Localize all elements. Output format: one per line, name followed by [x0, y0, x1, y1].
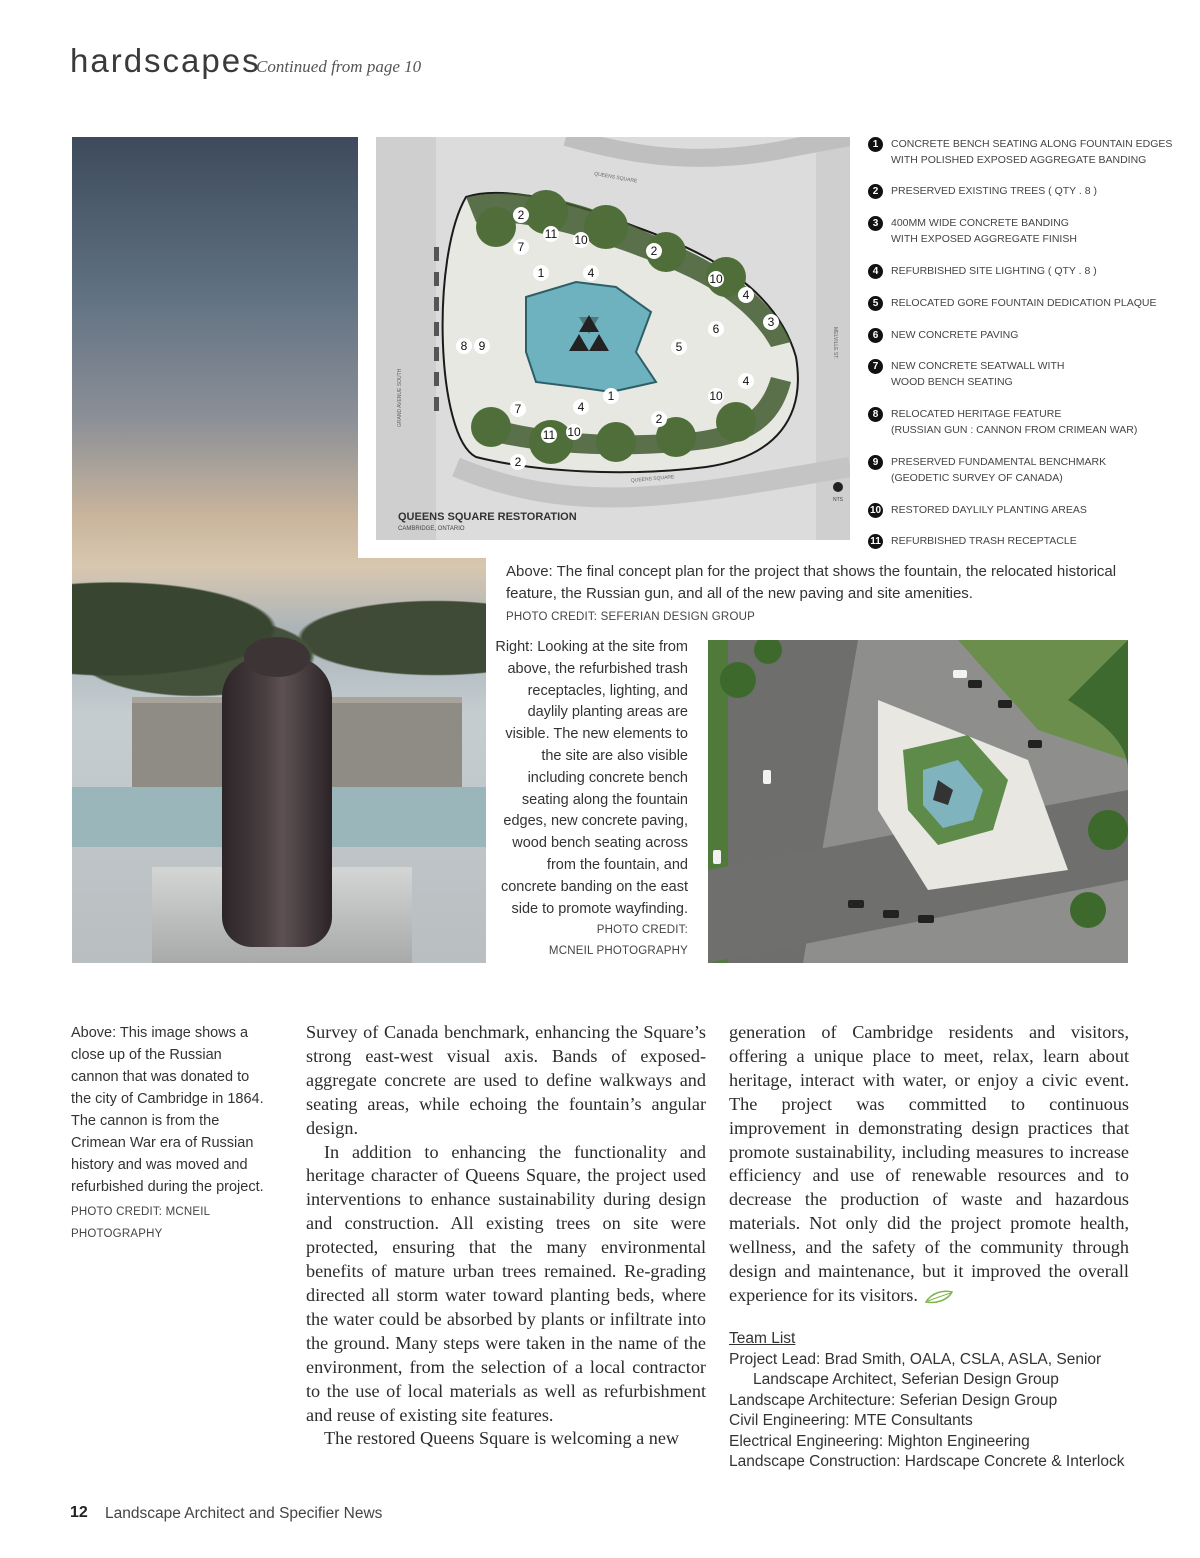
photo-cannon-muzzle	[244, 637, 310, 677]
cannon-caption	[71, 1022, 271, 1245]
svg-text:6: 6	[712, 322, 720, 336]
svg-text:10: 10	[709, 389, 723, 403]
section-title: hardscapes	[70, 42, 261, 79]
legend-item	[868, 406, 1137, 438]
svg-text:1: 1	[537, 266, 545, 280]
svg-text:7: 7	[517, 240, 525, 254]
legend-item	[868, 263, 1097, 279]
svg-text:4: 4	[577, 400, 585, 414]
continued-note: Continued from page 10	[256, 57, 422, 76]
legend-number: 9	[868, 455, 883, 470]
article-column-middle	[306, 1021, 706, 1451]
aerial-photo	[708, 640, 1128, 963]
svg-text:11: 11	[542, 428, 556, 442]
aerial-photo-credit-name: MCNEIL PHOTOGRAPHY	[548, 945, 688, 958]
plan-title: QUEENS SQUARE RESTORATION	[398, 511, 577, 523]
team-list-heading: Team List	[729, 1330, 796, 1347]
svg-text:4: 4	[742, 374, 750, 388]
svg-text:2: 2	[650, 244, 658, 258]
legend-number: 7	[868, 359, 883, 374]
plan-caption	[506, 561, 1146, 628]
legend-number: 10	[869, 505, 882, 516]
plan-caption-text: Above: The final concept plan for the project that shows the fountain, the relocated historical feature, the Russian gun, and all of the new paving and site amenities.	[506, 563, 1117, 602]
legend-text: PRESERVED FUNDAMENTAL BENCHMARK (GEODETIC SURVEY OF CANADA)	[891, 456, 1107, 484]
article-column-right	[729, 1021, 1129, 1308]
legend-item	[868, 454, 1106, 486]
legend-number: 6	[868, 328, 883, 343]
legend-number: 4	[868, 264, 883, 279]
legend-number: 5	[868, 296, 883, 311]
aerial-photo-credit-label: PHOTO CREDIT:	[596, 924, 688, 937]
article-paragraph	[729, 1021, 1129, 1308]
plan-subtitle: CAMBRIDGE, ONTARIO	[398, 526, 465, 532]
team-list-line: Landscape Architect, Seferian Design Group	[753, 1371, 1059, 1388]
site-plan-drawing	[376, 137, 850, 540]
team-list-line: Landscape Construction: Hardscape Concrete & Interlock	[729, 1453, 1125, 1470]
svg-text:3: 3	[767, 315, 775, 329]
svg-text:1: 1	[607, 389, 615, 403]
aerial-photo-svg	[708, 640, 1128, 963]
svg-text:2: 2	[517, 208, 525, 222]
cannon-photo-credit: PHOTO CREDIT: MCNEIL PHOTOGRAPHY	[71, 1206, 210, 1240]
street-label: QUEENS SQUARE	[593, 171, 638, 185]
leaf-end-mark-icon	[924, 1290, 954, 1304]
team-list-line: Electrical Engineering: Mighton Engineering	[729, 1432, 1030, 1450]
legend-text: 400MM WIDE CONCRETE BANDING WITH EXPOSED AGGREGATE FINISH	[891, 217, 1077, 245]
north-arrow-icon	[833, 482, 843, 492]
svg-text:10: 10	[567, 425, 581, 439]
svg-text:11: 11	[544, 227, 558, 241]
legend-item	[868, 136, 1172, 168]
legend-number: 3	[868, 216, 883, 231]
legend-number: 1	[868, 137, 883, 152]
legend-item	[868, 183, 1097, 199]
legend-item	[868, 502, 1087, 518]
svg-text:2: 2	[655, 412, 663, 426]
article-paragraph: Survey of Canada benchmark, enhancing the Square’s strong east-west visual axis. Bands of exposed-aggregate concrete are used to define walkways and seating areas, while echoing the fountain’s angular design.	[306, 1022, 706, 1138]
article-paragraph-text: generation of Cambridge residents and visitors, offering a unique place to meet, relax, learn about heritage, interact with water, or enjoy a civic event. The project was committed to continuous improvement in demonstrating design practices that promote sustainability, including measures to increase efficiency and use of renewable resources and to decrease the production of waste and hazardous materials. Not only did the project promote health, wellness, and the safety of the community through design and maintenance, but it improved the overall experience for its visitors.	[729, 1022, 1129, 1305]
legend-item	[868, 358, 1064, 390]
legend-text: REFURBISHED TRASH RECEPTACLE	[891, 535, 1077, 547]
legend-number: 8	[868, 407, 883, 422]
legend-text: RELOCATED GORE FOUNTAIN DEDICATION PLAQUE	[891, 297, 1157, 309]
photo-cannon-barrel	[222, 657, 332, 947]
page-number: 12	[70, 1504, 88, 1521]
svg-text:4: 4	[587, 266, 595, 280]
street-label: MELVILLE ST.	[832, 327, 838, 360]
legend-text: PRESERVED EXISTING TREES ( QTY . 8 )	[891, 185, 1097, 197]
site-plan	[358, 137, 850, 558]
legend-item	[868, 295, 1156, 311]
team-list-line: Landscape Architecture: Seferian Design Group	[729, 1391, 1058, 1409]
legend-text: RESTORED DAYLILY PLANTING AREAS	[891, 504, 1087, 516]
legend-item	[868, 327, 1018, 343]
svg-text:4: 4	[742, 288, 750, 302]
cannon-caption-text: Above: This image shows a close up of the Russian cannon that was donated to the city of Cambridge in 1864. The cannon is from the Crimean War era of Russian history and was moved and refurbished during the project.	[71, 1025, 264, 1195]
publication-name: Landscape Architect and Specifier News	[105, 1505, 383, 1522]
legend-number: 11	[868, 534, 883, 549]
article-paragraph: In addition to enhancing the functionality and heritage character of Queens Square, the project used interventions to enhance sustainability during design and construction. All existing trees on site were protected, ensuring that the many environmental benefits of mature urban trees remained. Re-grading directed all storm water toward planting beds, where the water could be absorbed by plants or infiltrate into the ground. Many steps were taken in the name of the environment, from the selection of a local contractor to the use of local materials as well as refurbishment and reuse of existing site features.	[306, 1141, 706, 1425]
team-list	[729, 1329, 1149, 1473]
svg-text:9: 9	[478, 339, 486, 353]
legend-item	[868, 533, 1077, 549]
svg-text:8: 8	[460, 339, 468, 353]
team-list-line: Project Lead: Brad Smith, OALA, CSLA, ASLA, Senior	[729, 1350, 1102, 1368]
legend-text: NEW CONCRETE PAVING	[891, 329, 1019, 341]
scale-label: NTS	[833, 497, 843, 503]
svg-text:2: 2	[514, 455, 522, 469]
legend-text: RELOCATED HERITAGE FEATURE (RUSSIAN GUN : CANNON FROM CRIMEAN WAR)	[891, 408, 1138, 436]
aerial-caption	[490, 637, 688, 962]
legend-number: 2	[868, 184, 883, 199]
legend-text: NEW CONCRETE SEATWALL WITH WOOD BENCH SEATING	[891, 360, 1065, 388]
street-label: QUEENS SQUARE	[630, 474, 675, 484]
legend-text: REFURBISHED SITE LIGHTING ( QTY . 8 )	[891, 265, 1097, 277]
svg-text:10: 10	[709, 272, 723, 286]
svg-text:10: 10	[574, 233, 588, 247]
site-plan-svg	[376, 137, 850, 540]
legend-text: CONCRETE BENCH SEATING ALONG FOUNTAIN EDGES WITH POLISHED EXPOSED AGGREGATE BANDING	[891, 138, 1173, 166]
legend-item	[868, 215, 1077, 247]
aerial-caption-text: Right: Looking at the site from above, the refurbished trash receptacles, lighting, and daylily planting areas are visible. The new elements to the site are also visible including concrete bench seating along the fountain edges, new concrete paving, wood bench seating across from the fountain, and concrete banding on the east side to promote wayfinding.	[495, 639, 688, 917]
article-paragraph: The restored Queens Square is welcoming a new	[324, 1428, 680, 1449]
team-list-line: Civil Engineering: MTE Consultants	[729, 1412, 973, 1429]
plan-photo-credit: PHOTO CREDIT: SEFERIAN DESIGN GROUP	[506, 611, 755, 623]
street-label: GRAND AVENUE SOUTH	[397, 368, 403, 427]
svg-text:5: 5	[675, 340, 683, 354]
svg-text:7: 7	[514, 402, 522, 416]
